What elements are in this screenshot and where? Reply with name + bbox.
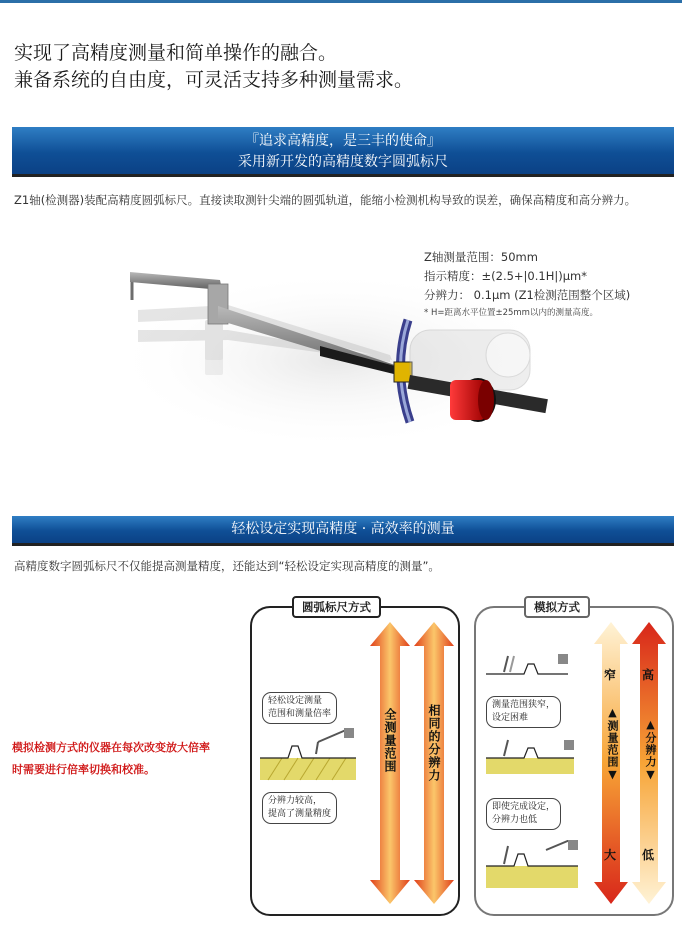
analog-bubble-low-resolution xyxy=(486,798,561,830)
spec-note: * H=距离水平位置±25mm以内的测量高度。 xyxy=(424,308,598,318)
analog-method-title: 模拟方式 xyxy=(524,596,590,618)
analog-resolution-label: ▲分辨力▼ xyxy=(644,718,657,782)
section2-description: 高精度数字圆弧标尺不仅能提高测量精度，还能达到“轻松设定实现高精度的测量”。 xyxy=(14,559,440,573)
intro-line-2: 兼备系统的自由度，可灵活支持多种测量需求。 xyxy=(14,69,414,91)
arc-bubble-high-resolution-text: 分辨力较高， 提高了测量精度 xyxy=(268,796,332,819)
analog-method-note-line1: 模拟检测方式的仪器在每次改变放大倍率 xyxy=(12,741,210,754)
analog-resolution-top-label: 高 xyxy=(642,668,655,682)
analog-method-panel xyxy=(474,600,674,916)
analog-workpiece-icon-3 xyxy=(484,840,580,892)
section1-description: Z1轴(检测器)装配高精度圆弧标尺。直接读取测针尖端的圆弧轨道，能缩小检测机构导致的误差，确保高精度和高分辨力。 xyxy=(14,193,637,207)
analog-bubble-low-resolution-text: 即使完成设定， 分辨力也低 xyxy=(492,802,556,825)
top-accent-line xyxy=(0,0,682,3)
analog-workpiece-icon-1 xyxy=(484,652,570,682)
arc-scale-method-panel xyxy=(250,600,460,916)
arc-bubble-easy-setting xyxy=(262,692,337,724)
analog-bubble-narrow-range-text: 测量范围狭窄， 设定困难 xyxy=(492,700,556,723)
analog-range-bottom-label: 大 xyxy=(604,848,617,862)
analog-resolution-bottom-label: 低 xyxy=(642,848,655,862)
spec-block xyxy=(424,248,630,321)
section1-banner-line1: 『追求高精度，是三丰的使命』 xyxy=(245,133,441,149)
same-resolution-label: 相同的分辨力 xyxy=(427,704,441,782)
analog-range-label: ▲测量范围▼ xyxy=(606,706,619,782)
arc-scale-method-title: 圆弧标尺方式 xyxy=(292,596,381,618)
analog-method-note xyxy=(12,737,210,781)
spec-accuracy: 指示精度：±(2.5+|0.1H|)μm* xyxy=(424,269,587,283)
analog-range-top-label: 窄 xyxy=(604,668,617,682)
arc-bubble-high-resolution xyxy=(262,792,337,824)
section1-banner-line2: 采用新开发的高精度数字圆弧标尺 xyxy=(238,154,448,170)
spec-resolution: 分辨力： 0.1μm (Z1检测范围整个区域) xyxy=(424,288,631,302)
full-range-label: 全测量范围 xyxy=(383,708,397,773)
spec-range: Z轴测量范围：50mm xyxy=(424,250,538,264)
analog-bubble-narrow-range xyxy=(486,696,561,728)
intro-line-1: 实现了高精度测量和简单操作的融合。 xyxy=(14,42,338,64)
intro-text xyxy=(14,40,413,94)
section2-banner: 轻松设定实现高精度 · 高效率的测量 xyxy=(12,516,674,546)
analog-method-note-line2: 时需要进行倍率切换和校准。 xyxy=(12,763,155,776)
section1-banner xyxy=(12,127,674,177)
arc-scale-workpiece-icon xyxy=(258,728,358,788)
analog-workpiece-icon-2 xyxy=(484,738,576,778)
arc-bubble-easy-setting-text: 轻松设定测量 范围和测量倍率 xyxy=(268,696,332,719)
